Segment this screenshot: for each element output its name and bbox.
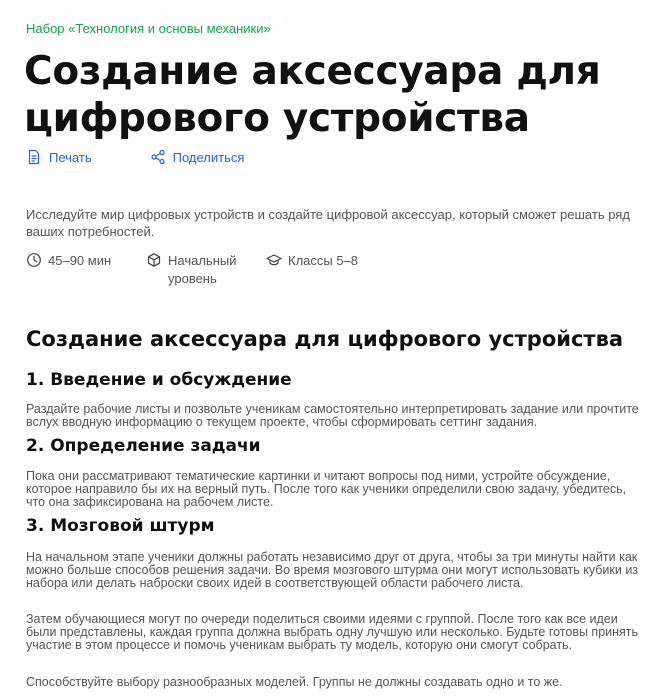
lesson-meta	[26, 252, 358, 288]
section-title: 3. Мозговой штурм	[26, 516, 215, 536]
section-paragraph: Способствуйте выбору разнообразных моделей. Группы не должны создавать одно и то же.	[26, 675, 563, 689]
clock-icon	[26, 252, 42, 268]
share-icon	[150, 149, 166, 165]
lesson-content	[26, 325, 648, 689]
section-paragraph: На начальном этапе ученики должны работать независимо друг от друга, чтобы за три минуты найти как можно больше способов решения задачи. Во время мозгового штурма они могут использовать кубики из набора или делать наброски своих идей в соответствующей области рабочего листа.	[26, 550, 639, 590]
section-paragraph: Раздайте рабочие листы и позвольте ученикам самостоятельно интерпретировать задание или прочтите вслух вводную информацию о текущем проекте, чтобы сформировать сеттинг задания.	[26, 402, 639, 429]
share-button[interactable]	[150, 149, 245, 165]
document-icon	[26, 149, 42, 165]
action-bar	[26, 149, 244, 165]
print-button[interactable]	[26, 149, 92, 165]
section-paragraph: Пока они рассматривают тематические картинки и читают вопросы под ними, устройте обсуждение, которое направило бы их на верный путь. После того как ученики определили свою задачу, убедитесь, что она зафиксирована на рабочем листе.	[26, 469, 627, 509]
content-heading: Создание аксессуара для цифрового устройства	[26, 327, 624, 351]
intro-text: Исследуйте мир цифровых устройств и создайте цифровой аксессуар, который сможет решать ряд ваших потребностей.	[26, 207, 630, 239]
breadcrumb[interactable]: Набор «Технология и основы механики»	[26, 21, 271, 36]
page-title: Создание аксессуара для цифрового устройства	[24, 49, 601, 141]
graduation-cap-icon	[266, 252, 282, 268]
duration-label: 45–90 мин	[48, 253, 112, 268]
section-title: 2. Определение задачи	[26, 436, 261, 456]
level-label: Начальный уровень	[168, 253, 237, 286]
grade-range	[266, 252, 358, 270]
duration	[26, 252, 146, 270]
difficulty-level	[146, 252, 266, 288]
section-paragraph: Затем обучающиеся могут по очереди поделиться своими идеями с группой. После того как все идеи были представлены, каждая группа должна выбрать одну лучшую или несколько. Будьте готовы принять участие в этом процессе и помочь ученикам выбрать ту модель, которую они смогут собрать.	[26, 612, 639, 652]
print-label: Печать	[49, 149, 92, 165]
cube-icon	[146, 252, 162, 268]
share-label: Поделиться	[172, 149, 245, 165]
grades-label: Классы 5–8	[288, 253, 359, 268]
section-title: 1. Введение и обсуждение	[26, 370, 292, 390]
